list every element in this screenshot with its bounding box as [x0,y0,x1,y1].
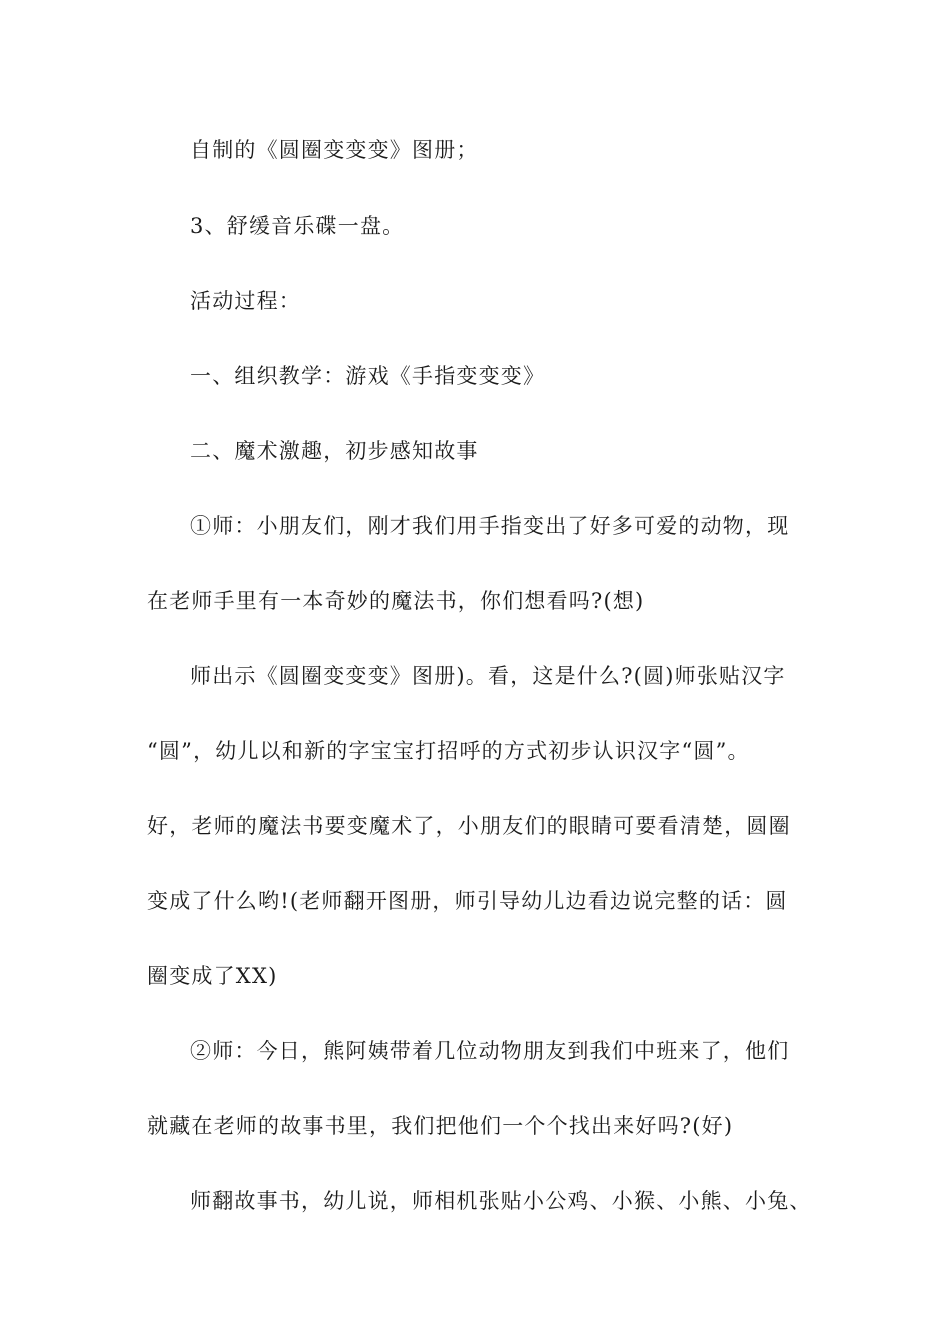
text-line-music-disc: 3、舒缓音乐碟一盘。 [190,214,405,238]
section-heading-process: 活动过程： [190,289,301,313]
paragraph-line: 圈变成了XX) [147,964,278,988]
step-heading-1: 一、组织教学：游戏《手指变变变》 [190,364,546,388]
paragraph-line: 变成了什么哟!(老师翻开图册，师引导幼儿边看边说完整的话：圆 [147,889,788,913]
paragraph-line: 在老师手里有一本奇妙的魔法书，你们想看吗?(想) [147,589,645,613]
step-heading-2: 二、魔术激趣，初步感知故事 [190,439,479,463]
paragraph-line: 就藏在老师的故事书里，我们把他们一个个找出来好吗?(好) [147,1114,734,1138]
paragraph-line: 师翻故事书，幼儿说，师相机张贴小公鸡、小猴、小熊、小兔、 [190,1189,812,1213]
paragraph-line: 师出示《圆圈变变变》图册)。看，这是什么?(圆)师张贴汉字 [190,664,786,688]
paragraph-line: ①师：小朋友们，刚才我们用手指变出了好多可爱的动物，现 [190,514,790,538]
paragraph-line: “圆”，幼儿以和新的字宝宝打招呼的方式初步认识汉字“圆”。 [147,739,750,763]
paragraph-line: ②师：今日，熊阿姨带着几位动物朋友到我们中班来了，他们 [190,1039,790,1063]
paragraph-line: 好，老师的魔法书要变魔术了，小朋友们的眼睛可要看清楚，圆圈 [147,814,791,838]
text-line-materials-album: 自制的《圆圈变变变》图册； [190,138,479,162]
